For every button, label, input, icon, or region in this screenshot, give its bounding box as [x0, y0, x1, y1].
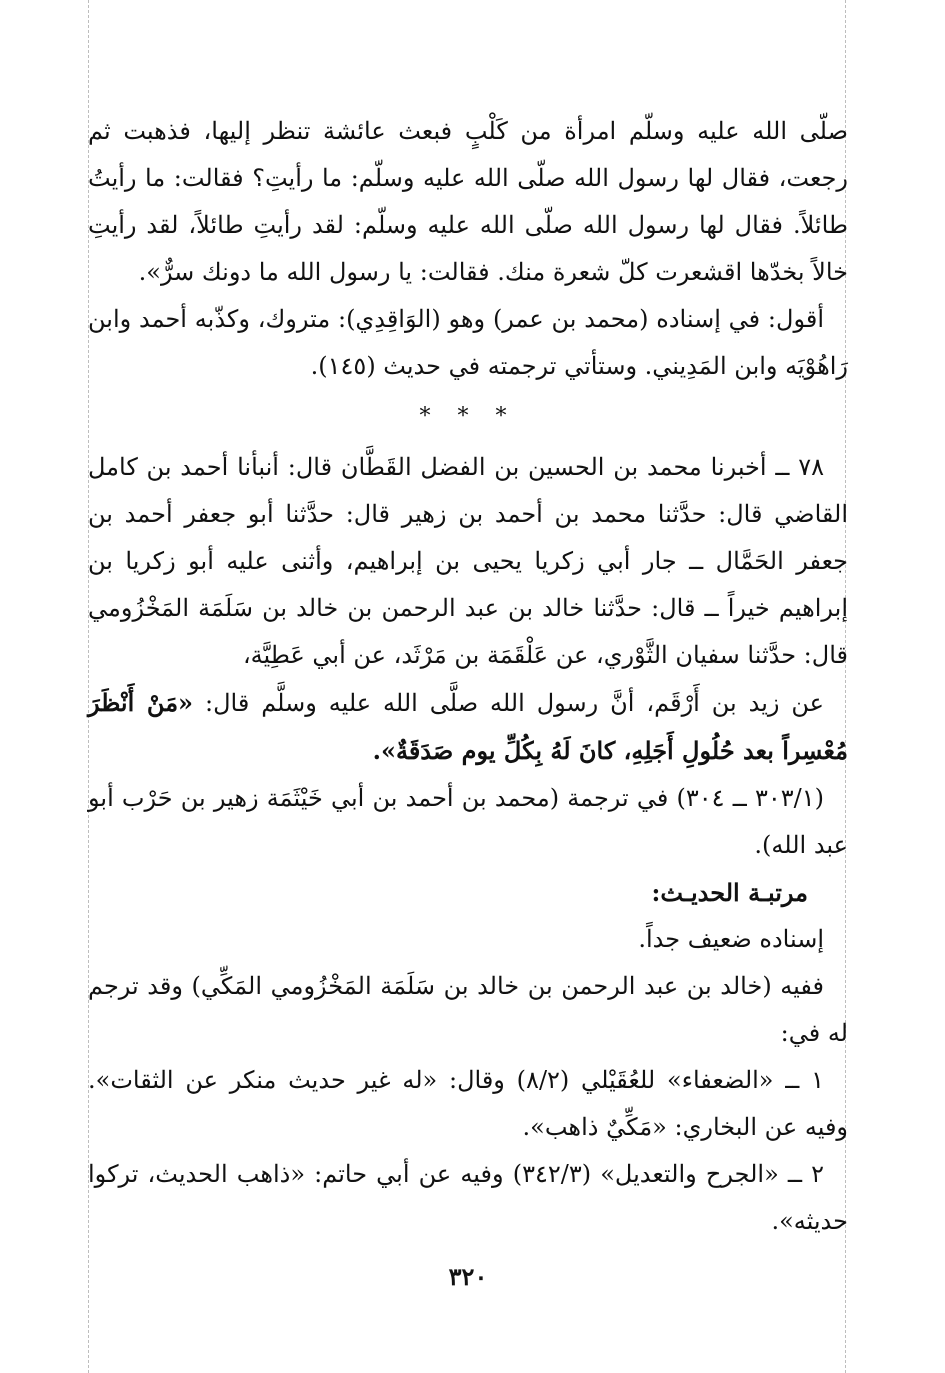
page-body [88, 108, 848, 1245]
grading-reason: ففيه (خالد بن عبد الرحمن بن خالد بن سَلَمَة المَخْزُومي المَكِّي) وقد ترجم له في: [88, 972, 848, 1047]
hadith-chain: ٧٨ ــ أخبرنا محمد بن الحسين بن الفضل القَطَّان قال: أنبأنا أحمد بن كامل القاضي قال: حدَّثنا محمد بن أحمد بن زهير قال: حدَّثنا أبو جعفر أحمد بن جعفر الحَمَّال ــ جار أبي زكريا يحيى بن إبراهيم، وأثنى عليه أبو زكريا بن إبراهيم خيراً ــ قال: حدَّثنا خالد بن عبد الرحمن بن خالد بن سَلَمَة المَخْزُومي قال: حدَّثنا سفيان الثَّوْري، عن عَلْقَمَة بن مَرْثَد، عن أبي عَطِيَّة، [88, 453, 849, 669]
hadith-text [88, 679, 848, 775]
hadith-intro: عن زيد بن أَرْقَم، أنَّ رسول الله صلَّى الله عليه وسلَّم قال: [204, 689, 824, 717]
reference-item-1: ١ ــ «الضعفاء» للعُقَيْلي (٨/٢) وقال: «له غير حديث منكر عن الثقات». وفيه عن البخاري: «مَكِّيٌ ذاهب». [88, 1066, 848, 1141]
hadith-quote: «مَنْ أَنْظَرَ مُعْسِراً بعد حُلُولِ أَجَلِهِ، كانَ لَهُ بِكُلِّ يوم صَدَقَةٌ». [88, 688, 848, 765]
page-number: ٣٢٠ [448, 1262, 488, 1291]
section-heading: مرتبـة الحديـث: [651, 878, 808, 907]
reference-item-2: ٢ ــ «الجرح والتعديل» (٣٤٢/٣) وفيه عن أبي حاتم: «ذاهب الحديث، تركوا حديثه». [88, 1160, 848, 1235]
paragraph-continuation: صلّى الله عليه وسلّم امرأة من كَلْبٍ فبعث عائشة تنظر إليها، فذهبت ثم رجعت، فقال لها رسول الله صلّى الله عليه وسلّم: ما رأيتِ؟ فقالت: ما رأيتُ طائلاً. فقال لها رسول الله صلّى الله عليه وسلّم: لقد رأيتِ طائلاً، لقد رأيتِ خالاً بخدّها اقشعرت كلّ شعرة منك. فقالت: يا رسول الله ما دونك سرٌّ». [88, 117, 848, 286]
paragraph-comment: أقول: في إسناده (محمد بن عمر) وهو (الوَاقِدِي): متروك، وكذّبه أحمد وابن رَاهُوْيَه وابن المَدِيني. وستأتي ترجمته في حديث (١٤٥). [88, 305, 848, 380]
source-reference: (٣٠٣/١ ــ ٣٠٤) في ترجمة (محمد بن أحمد بن أبي خَيْثَمَة زهير بن حَرْب أبو عبد الله). [88, 784, 848, 859]
section-separator: * * * [419, 404, 517, 429]
grading: إسناده ضعيف جداً. [638, 925, 824, 953]
